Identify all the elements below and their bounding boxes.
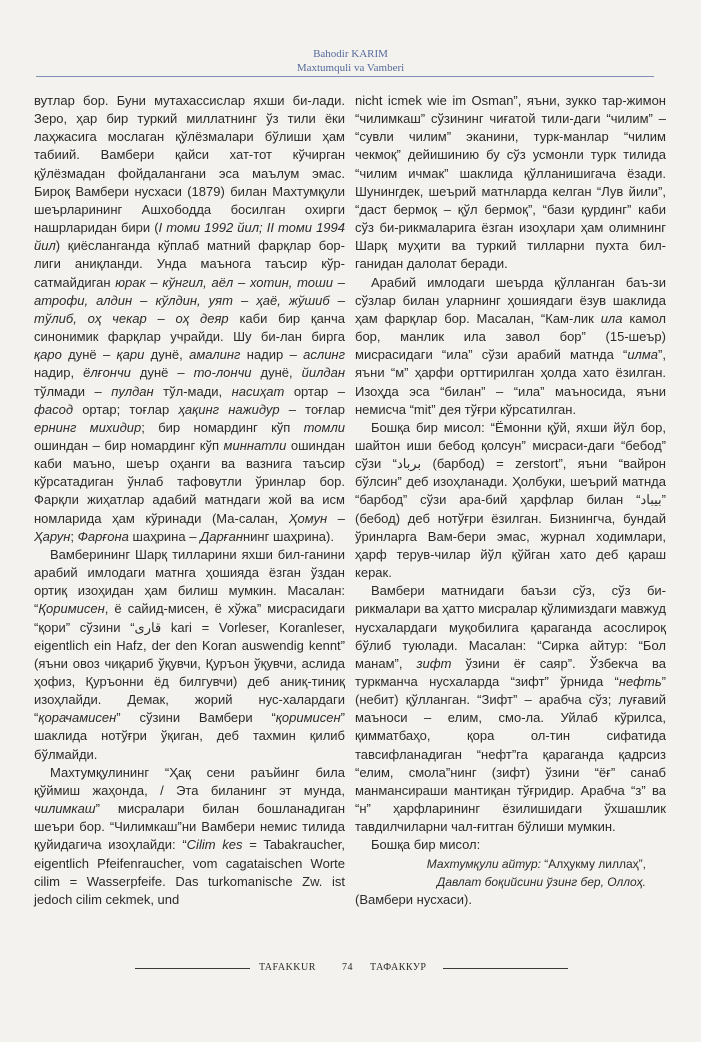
italic-run: ҳақинг нажидур xyxy=(178,401,280,417)
text-run: дунё, xyxy=(144,347,190,363)
paragraph xyxy=(34,546,345,764)
text-run: вутлар бор. Буни мутахассислар яхши би-лади. Зеро, ҳар бир туркий миллатнинг ўз тили ёки лаҳжасига мослаган қўлёзмалари бўлиши ҳам табиий. Вамбери қайси хат-тот кўчирган қўлёзмадан фойдалангани эса маълум эмас. Бироқ Вамбери нусхаси (1879) билан Махтумқули шеърларининг Ашхободда босилган охирги нашрларидан бири ( xyxy=(34,93,345,236)
text-run: тўлмади – xyxy=(34,383,112,399)
italic-run: зифт xyxy=(416,655,452,671)
text-run: – тоғлар xyxy=(279,401,345,417)
text-run: дунё – xyxy=(61,347,117,363)
italic-run: Фарғона xyxy=(77,528,129,544)
italic-run: пулдан xyxy=(111,383,154,399)
text-run: камол бор, манлик ила завол бор” (15-шеър) мисрасидаги “ила” сўзи арабий матнда “ xyxy=(355,310,666,363)
italic-run: йилдан xyxy=(301,365,345,381)
text-run: ўзини ёғ саяр”. Ўзбекча ва туркманча нусхаларда “зифт” ўрнида “ xyxy=(355,655,666,689)
italic-run: Cilim kes xyxy=(186,837,243,853)
italic-run: насиҳат xyxy=(231,383,285,399)
text-run: Вамбери матнидаги баъзи сўз, сўз би-рикмалари ва ҳатто мисралар қўлимиздаги мавжуд нусхалардаги муқобилига қараганда асослироқ бўлиб туюлади. Масалан: “Сирка айтур: “Бол манам”, xyxy=(355,583,666,671)
paragraph xyxy=(34,764,345,909)
text-run: nicht icmek wie im Osman”, яъни, зукко тар-жимон “чилимкаш” сўзининг чиғатой тили-даги “чилим” – “сувли чилим” эканини, турк-манлар “чилим чекмоқ” дейишинию бу сўз усмонли турк тилида “чилим ичмак” шаклида қўлланишигача ёзади. Шунингдек, шеърий матнларда келган “Лув йили”, “даст бермоқ – қўл бермоқ”, “бази қурдинг” каби сўз би-рикмаларига ёзган изоҳлари ҳам олимнинг Шарқ муҳити ва туркий тилларни пухта бил-ганидан далолат беради. xyxy=(355,93,666,272)
text-run: ортар – xyxy=(284,383,345,399)
italic-run: ёлғончи xyxy=(83,365,131,381)
italic-run: илма xyxy=(627,347,659,363)
italic-run: томли xyxy=(303,419,346,435)
footer-rule-left xyxy=(135,968,250,969)
header-author: Bahodir KARIM xyxy=(313,48,388,60)
verse-attribution: Махтумқули айтур: xyxy=(426,856,541,871)
paragraph xyxy=(355,274,666,419)
text-run: Вамберининг Шарқ тилларини яхши бил-ганини арабий имлодаги матнга ҳошияда ёзган ўздан ортиқ изоҳидан ҳам билиш мумкин. Масалан: “ xyxy=(34,546,345,617)
text-run: ” (небит) қўлланган. “Зифт” – арабча сўз; луғавий маъноси – елим, смо-ла. Уйлаб кўрилса, қимматбаҳо, қора ол-тин сифатида тавсифланадиган “нефт”га қараганда қадрсиз “елим, смола”нинг (зифт) ўзини “ёғ” санаб манмансираши мантиқан тўғридир. Арабча “з” ва “н” ҳарфларининг ёзилишидаги ўхшашлик тавдилчиларни чал-ғитган бўлиши мумкин. xyxy=(355,674,666,835)
text-run: надир – xyxy=(240,347,304,363)
text-run: каби бир қанча синонимик фарқлар учрайди. Шу би-лан бирга xyxy=(34,310,345,345)
italic-run: қаро xyxy=(34,347,62,363)
italic-run: I томи 1992 йил; II томи 1994 йил xyxy=(34,220,345,254)
text-run: ; xyxy=(70,528,78,544)
italic-run: амалинг xyxy=(189,347,241,363)
italic-run: миннатли xyxy=(223,437,287,453)
text-run: Махтумқулининг “Ҳақ сени раъйинг била қўймиш жаҳонда, / Эта биланинг эт мунда, xyxy=(34,764,345,798)
italic-run: қари xyxy=(116,347,145,363)
italic-run: юрак – кўнгил, аёл – хотин, тоши – атрофи, алдин – кўлдин, уят – ҳаё, жўшиб – тўлиб, оҳ чекар – оҳ деяр xyxy=(34,274,345,326)
text-run: дунё – xyxy=(130,365,194,381)
italic-run: нефть xyxy=(618,674,662,689)
text-run: Арабий имлодаги шеърда қўлланган баъ-зи сўзлар билан уларнинг ҳошиядаги ёзув шаклида ҳам фарқлар бор. Масалан, “Кам-лик xyxy=(355,274,666,326)
italic-run: Дарған xyxy=(200,528,243,544)
italic-run: Қоримисен xyxy=(38,601,105,617)
paragraph xyxy=(34,92,345,546)
italic-run: ила xyxy=(600,310,623,326)
text-run: Бошқа бир мисол: xyxy=(371,837,481,853)
text-run: ) қиёсланганда кўплаб матний фарқлар бор-лиги аниқланди. Унда маънога таъсир кўр-сатмайдиган xyxy=(34,238,345,290)
paragraph xyxy=(355,92,666,274)
italic-run: фасод xyxy=(34,401,74,417)
text-run: , ё сайид-мисен, ё хўжа” мисрасидаги “қори” сўзини “قارى kari = Vorleser, Koranleser, eigentlich ein Hafz, der den Koran auswendig kennt” (яъни овоз чиқариб ўқувчи, Қуръон ўқувчи, аслида ҳофиз, Қуръонни ёд билгувчи) деб аниқ-тиниқ изоҳлайди. Демак, жорий нус-халардаги “ xyxy=(34,601,345,726)
text-run: нинг шаҳрина). xyxy=(242,528,334,544)
paragraph xyxy=(355,836,666,854)
footer-label-cyrillic: ТАФАККУР xyxy=(370,962,427,973)
verse-source: (Вамбери нусхаси). xyxy=(355,891,472,907)
footer-label-latin: TAFAKKUR xyxy=(259,962,316,973)
page-number: 74 xyxy=(342,962,353,973)
verse-line-2: Давлат боқийсини ўзинг бер, Оллоҳ. xyxy=(436,874,646,889)
text-run: шаҳрина – xyxy=(128,528,201,544)
text-run: ошиндан – бир номардинг кўп xyxy=(34,437,224,453)
right-text-column xyxy=(355,92,666,909)
left-text-column xyxy=(34,92,345,909)
header-title: Maxtumquli va Vamberi xyxy=(296,62,405,74)
italic-run: қоримисен xyxy=(275,710,341,726)
italic-run: аслинг xyxy=(303,347,345,363)
italic-run: ернинг михидир xyxy=(34,419,142,435)
italic-run: то-лончи xyxy=(193,365,252,381)
header-rule xyxy=(36,76,654,77)
italic-run: қорачамисен xyxy=(38,710,117,726)
verse-quote: “Алҳукму лиллаҳ”, xyxy=(540,856,646,871)
text-run: тўл-мади, xyxy=(153,383,232,399)
text-run: надир, xyxy=(34,365,84,381)
text-run: ” мисралари билан бошланадиган шеъри бор. “Чилимкаш”ни Вамбери немис тилида қуйидагича изоҳлайди: “ xyxy=(34,801,345,853)
text-run: ; бир номардинг кўп xyxy=(141,419,304,435)
paragraph xyxy=(355,582,666,836)
italic-run: чилимкаш xyxy=(34,801,96,817)
italic-run: Ҳомун – Ҳарун xyxy=(34,510,345,544)
text-run: ” шаклида нотўғри ўқиган, деб тахмин қилиб бўлмайди. xyxy=(34,710,345,762)
paragraph xyxy=(355,419,666,582)
text-run: ортар; тоғлар xyxy=(73,401,179,417)
text-run: ”, яъни “м” ҳарфи орттирилган ҳолда хато ёзилган. Изоҳда эса “билан” – “ила” маъносида, яъни немисча “mit” дея тўғри кўрсатилган. xyxy=(355,347,666,417)
text-run: дунё, xyxy=(251,365,302,381)
footer-rule-right xyxy=(443,968,568,969)
text-run: ошиндан каби маъно, шеър оҳанги ва вазнига таъсир кўрсатадиган ўнлаб тафовутли ўринлар бор. Фарқли жиҳатлар адабий матндаги жой ва исм номларида ҳам кўринади (Ма-салан, xyxy=(34,437,345,526)
verse-line-1 xyxy=(355,855,646,873)
text-run: ” сўзини Вамбери “ xyxy=(116,710,276,726)
text-run: Бошқа бир мисол: “Ёмонни қўй, яхши йўл бор, шайтон иши бебод қолсун” мисраси-даги “бебод” сўзи “برباد (барбод) = zerstort”, яъни “вайрон бўлсин” деб изоҳланади. Ҳолбуки, шеърий матнда “барбод” сўзи ара-бий ҳарфлар билан “بيباد” (бебод) деб нотўғри ёзилган. Бизнингча, бундай ўринларга Вам-бери эмас, журнал ходимлари, ҳарф терув-чилар йўл қўйган хато деб қараш керак. xyxy=(355,419,666,581)
text-run: = Tabakraucher, eigentlich Pfeifenraucher, vom cagataischen Worte cilim = Wasserpfeife. Das turkomanische Zw. ist jedoch cilim cekmek, und xyxy=(34,837,345,907)
page-footer xyxy=(0,961,701,975)
